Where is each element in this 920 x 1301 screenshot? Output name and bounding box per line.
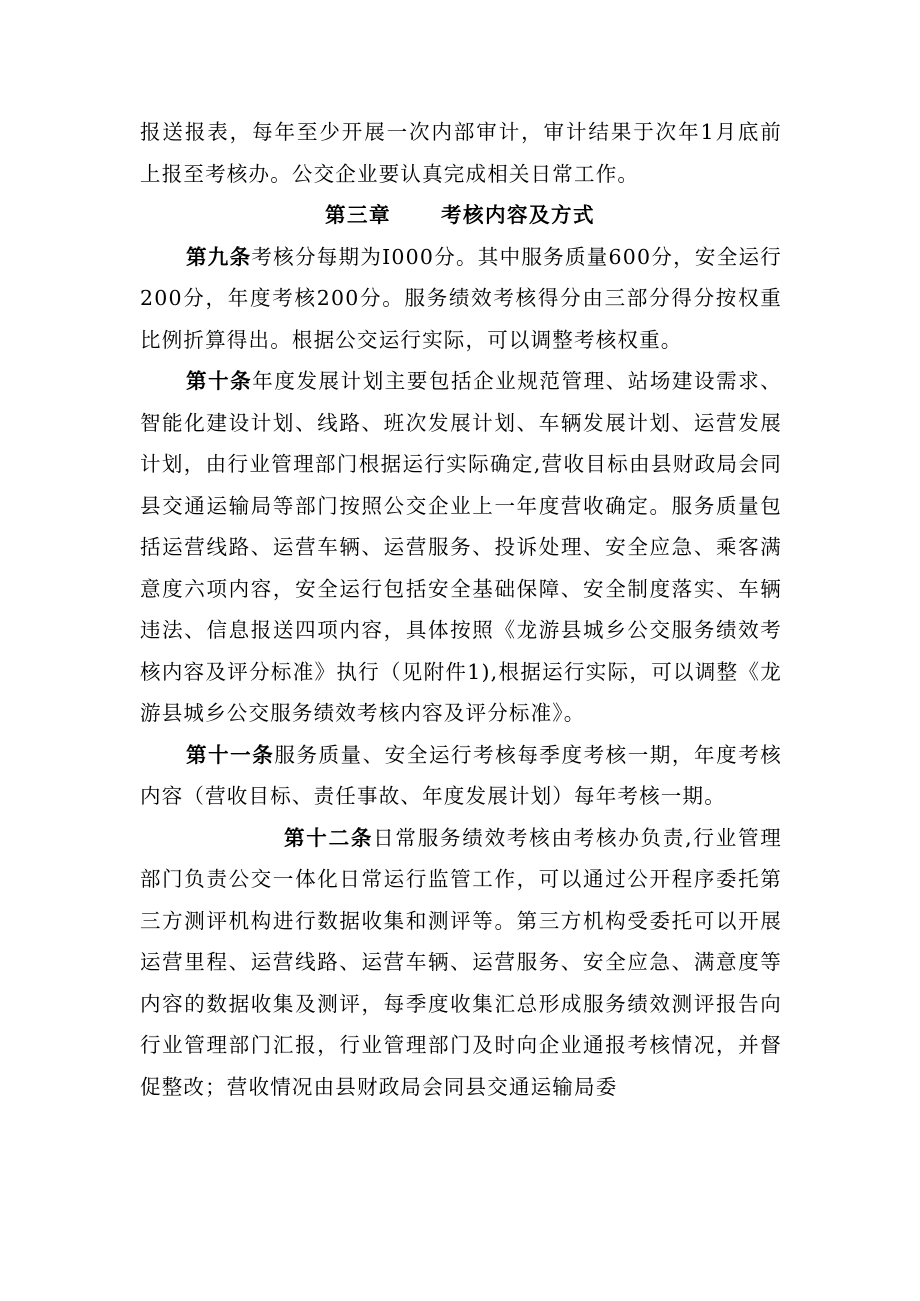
document-body xyxy=(140,112,782,1108)
article-text: 年度发展计划主要包括企业规范管理、站场建设需求、智能化建设计划、线路、班次发展计划、车辆发展计划、运营发展计划，由行业管理部门根据运行实际确定,营收目标由县财政局会同县交通运输局等部门按照公交企业上一年度营收确定。服务质量包括运营线路、运营车辆、运营服务、投诉处理、安全应急、乘客满意度六项内容，安全运行包括安全基础保障、安全制度落实、车辆违法、信息报送四项内容，具体按照《龙游县城乡公交服务绩效考核内容及评分标准》执行（见附件1),根据运行实际，可以调整《龙游县城乡公交服务绩效考核内容及评分标准》。 xyxy=(140,369,782,725)
article-label: 第十二条 xyxy=(284,825,374,850)
article-12 xyxy=(140,818,782,1109)
chapter-title: 考核内容及方式 xyxy=(441,203,595,227)
article-text: 日常服务绩效考核由考核办负责,行业管理部门负责公交一体化日常运行监管工作，可以通过公开程序委托第三方测评机构进行数据收集和测评等。第三方机构受委托可以开展运营里程、运营线路、运营车辆、运营服务、安全应急、满意度等内容的数据收集及测评，每季度收集汇总形成服务绩效测评报告向行业管理部门汇报，行业管理部门及时向企业通报考核情况，并督促整改；营收情况由县财政局会同县交通运输局委 xyxy=(140,825,782,1099)
intro-paragraph: 报送报表，每年至少开展一次内部审计，审计结果于次年1月底前上报至考核办。公交企业要认真完成相关日常工作。 xyxy=(140,120,782,186)
article-text: 考核分每期为I000分。其中服务质量600分，安全运行200分，年度考核200分。服务绩效考核得分由三部分得分按权重比例折算得出。根据公交运行实际，可以调整考核权重。 xyxy=(140,244,782,352)
article-10 xyxy=(140,361,782,735)
chapter-heading xyxy=(140,195,782,237)
article-label: 第十一条 xyxy=(186,742,275,767)
article-11 xyxy=(140,735,782,818)
article-label: 第十条 xyxy=(186,369,253,393)
article-label: 第九条 xyxy=(186,244,252,269)
article-9 xyxy=(140,237,782,362)
chapter-number: 第三章 xyxy=(325,203,391,227)
article-text: 服务质量、安全运行考核每季度考核一期，年度考核内容（营收目标、责任事故、年度发展计划）每年考核一期。 xyxy=(140,742,782,808)
